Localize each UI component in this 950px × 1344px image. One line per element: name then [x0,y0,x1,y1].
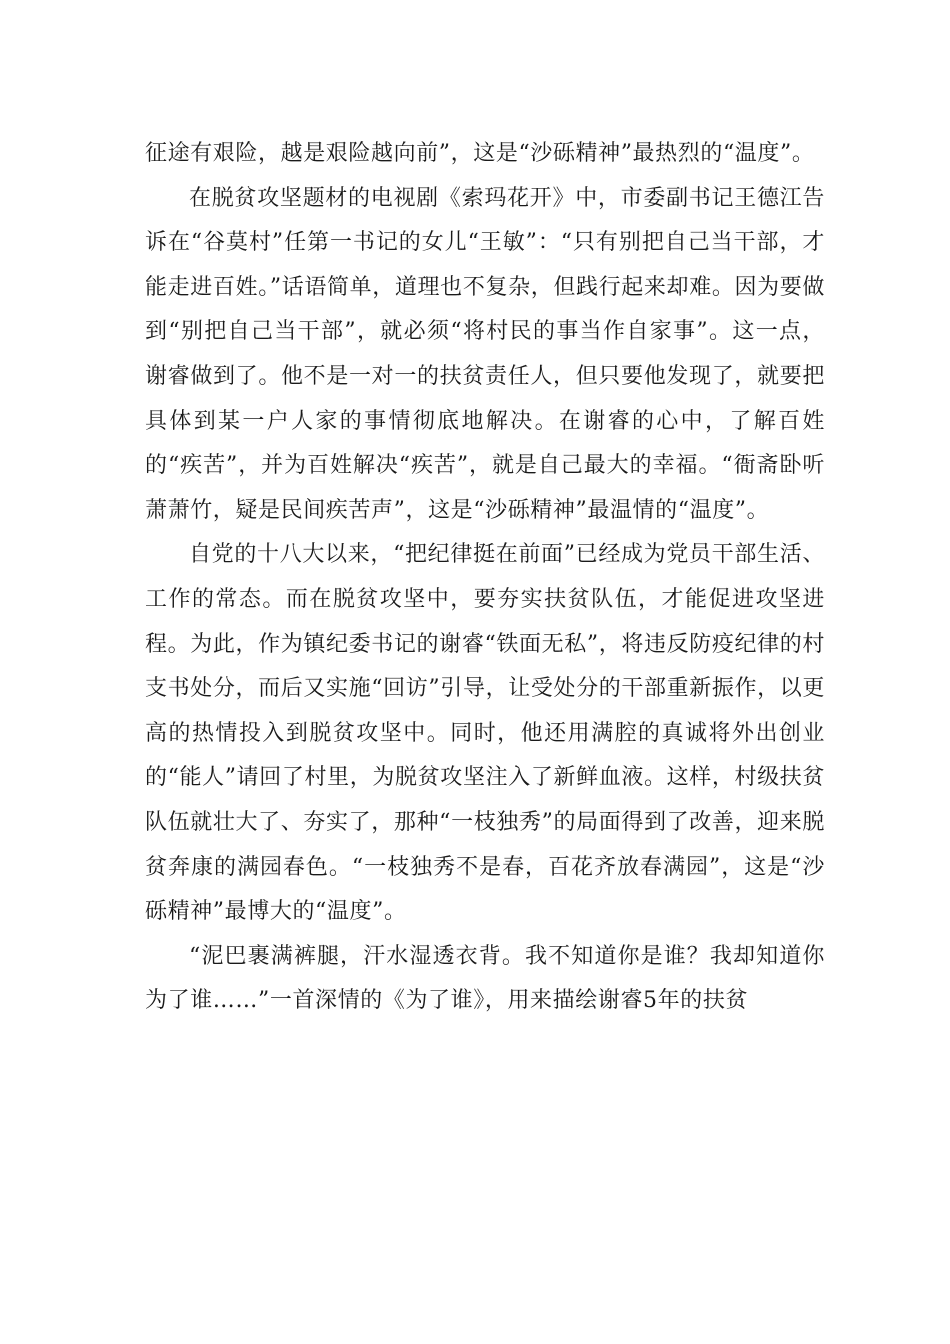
paragraph-3: 自党的十八大以来，“把纪律挺在前面”已经成为党员干部生活、工作的常态。而在脱贫攻坚中，要夯实扶贫队伍，才能促进攻坚进程。为此，作为镇纪委书记的谢睿“铁面无私”，将违反防疫纪律的村支书处分，而后又实施“回访”引导，让受处分的干部重新振作，以更高的热情投入到脱贫攻坚中。同时，他还用满腔的真诚将外出创业的“能人”请回了村里，为脱贫攻坚注入了新鲜血液。这样，村级扶贫队伍就壮大了、夯实了，那种“一枝独秀”的局面得到了改善，迎来脱贫奔康的满园春色。“一枝独秀不是春，百花齐放春满园”，这是“沙砾精神”最博大的“温度”。 [145,542,825,925]
paragraph-1: 征途有艰险，越是艰险越向前”，这是“沙砾精神”最热烈的“温度”。 [145,141,815,166]
paragraph-4: “泥巴裹满裤腿，汗水湿透衣背。我不知道你是谁？我却知道你为了谁……”一首深情的《为了谁》，用来描绘谢睿5年的扶贫 [145,943,825,1014]
paragraph-2: 在脱贫攻坚题材的电视剧《索玛花开》中，市委副书记王德江告诉在“谷莫村”任第一书记的女儿“王敏”：“只有别把自己当干部，才能走进百姓。”话语简单，道理也不复杂，但践行起来却难。因为要做到“别把自己当干部”，就必须“将村民的事当作自家事”。这一点，谢睿做到了。他不是一对一的扶贫责任人，但只要他发现了，就要把具体到某一户人家的事情彻底地解决。在谢睿的心中，了解百姓的“疾苦”，并为百姓解决“疾苦”，就是自己最大的幸福。“衙斋卧听萧萧竹，疑是民间疾苦声”，这是“沙砾精神”最温情的“温度”。 [145,185,825,523]
document-body [145,132,825,1024]
